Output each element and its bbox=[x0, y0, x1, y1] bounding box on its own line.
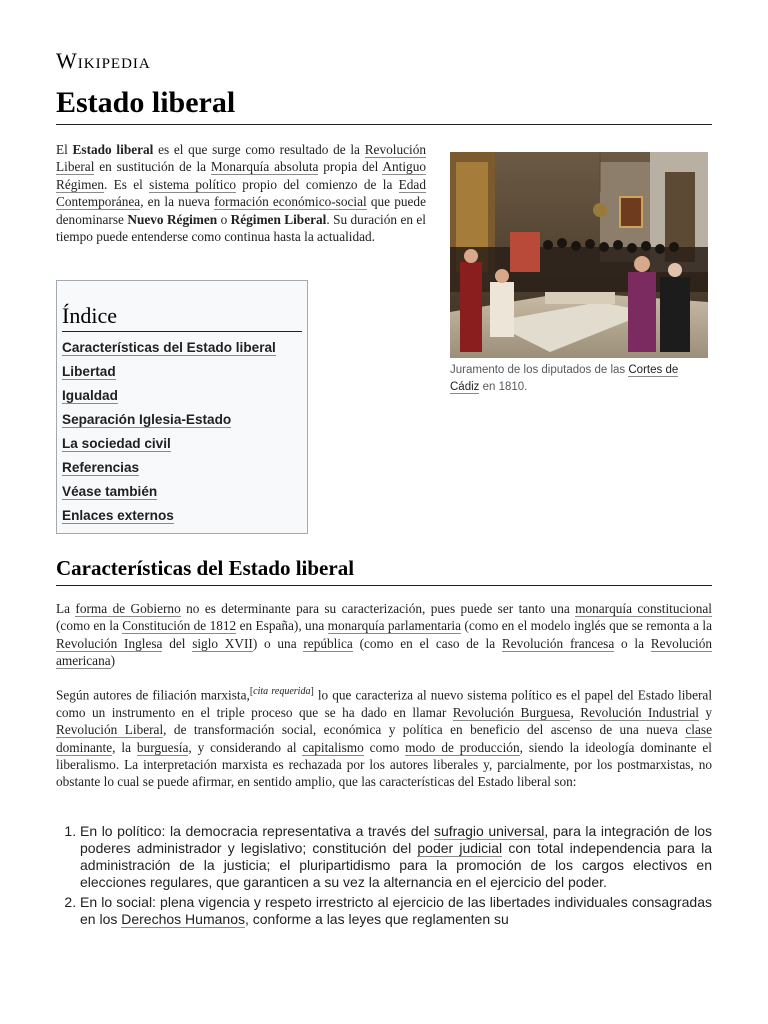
link-capitalismo[interactable]: capitalismo bbox=[302, 739, 364, 755]
painting-image[interactable] bbox=[450, 152, 708, 358]
toc-link-vease-tambien[interactable]: Véase también bbox=[62, 484, 158, 499]
link-sufragio-universal[interactable]: sufragio universal bbox=[433, 823, 545, 839]
toc-item bbox=[62, 384, 302, 408]
link-poder-judicial[interactable]: poder judicial bbox=[417, 840, 503, 856]
toc-item bbox=[62, 432, 302, 456]
citation-needed[interactable]: [cita requerida] bbox=[249, 686, 314, 697]
link-monarquia-absoluta[interactable]: Monarquía absoluta bbox=[210, 159, 319, 175]
toc-item bbox=[62, 480, 302, 504]
toc-list bbox=[62, 336, 302, 528]
wordmark-text: Wikipedia bbox=[56, 48, 151, 73]
toc-link-caracteristicas[interactable]: Características del Estado liberal bbox=[62, 340, 276, 355]
toc-item bbox=[62, 336, 302, 360]
toc-link-igualdad[interactable]: Igualdad bbox=[62, 388, 118, 403]
table-of-contents bbox=[56, 280, 308, 534]
toc-item bbox=[62, 360, 302, 384]
characteristics-list bbox=[56, 823, 712, 931]
bold-term: Régimen Liberal bbox=[230, 211, 327, 227]
toc-title: Índice bbox=[62, 303, 302, 332]
link-monarquia-constitucional[interactable]: monarquía constitucional bbox=[575, 601, 712, 616]
link-constitucion-1812[interactable]: Constitución de 1812 bbox=[122, 618, 237, 634]
section-heading: Características del Estado liberal bbox=[56, 556, 712, 586]
link-revolucion-francesa[interactable]: Revolución francesa bbox=[501, 635, 615, 651]
link-revolucion-americana[interactable]: Revolución americana bbox=[56, 635, 713, 669]
link-revolucion-industrial[interactable]: Revolución Industrial bbox=[580, 704, 699, 720]
link-antiguo-regimen[interactable]: Antiguo Régimen bbox=[56, 159, 427, 192]
list-item: 2. En lo social: plena vigencia y respeto irrestricto al ejercicio de las libertades individuales consagradas en los Derechos Humanos, conforme a las leyes que reglamenten su bbox=[80, 894, 712, 928]
bold-term: Estado liberal bbox=[72, 142, 154, 157]
link-derechos-humanos[interactable]: Derechos Humanos bbox=[121, 911, 245, 927]
link-modo-de-produccion[interactable]: modo de producción bbox=[405, 739, 520, 755]
lead-paragraph: El Estado liberal es el que surge como resultado de la Revolución Liberal en sustitución de la Monarquía absoluta propia del Antiguo Régimen. Es el sistema político propio del comienzo de la Edad Contemporánea, en la nueva formación económico-social que puede denominarse Nuevo Régimen o Régimen Liberal. Su duración en el tiempo puede entenderse como continua hasta la actualidad. bbox=[56, 142, 427, 245]
link-burguesia[interactable]: burguesía bbox=[136, 739, 189, 755]
link-sistema-politico[interactable]: sistema político bbox=[149, 176, 236, 192]
link-clase-dominante[interactable]: clase dominante bbox=[56, 722, 712, 755]
link-edad-contemporanea[interactable]: Edad Contemporánea bbox=[56, 176, 426, 210]
link-republica[interactable]: república bbox=[303, 635, 353, 651]
toc-item bbox=[62, 408, 302, 432]
toc-item bbox=[62, 456, 302, 480]
section-paragraph-1: La forma de Gobierno no es determinante para su caracterización, pues puede ser tanto una monarquía constitucional (como en la Constitución de 1812 en España), una monarquía parlamentaria (como en el modelo inglés que se remonta a la Revolución Inglesa del siglo XVII) o una república (como en el caso de la Revolución francesa o la Revolución americana) bbox=[56, 601, 713, 669]
link-revolucion-liberal[interactable]: Revolución Liberal bbox=[56, 142, 426, 175]
link-revolucion-burguesa[interactable]: Revolución Burguesa bbox=[452, 704, 571, 720]
toc-item bbox=[62, 504, 302, 528]
link-cortes-de-cadiz[interactable]: Cortes de Cádiz bbox=[450, 364, 679, 393]
link-revolucion-liberal[interactable]: Revolución Liberal bbox=[56, 722, 164, 738]
link-siglo-xvii[interactable]: siglo XVII bbox=[192, 635, 253, 651]
wikipedia-wordmark[interactable] bbox=[56, 48, 151, 74]
page-title: Estado liberal bbox=[56, 86, 712, 125]
toc-link-separacion[interactable]: Separación Iglesia-Estado bbox=[62, 412, 232, 427]
toc-link-libertad[interactable]: Libertad bbox=[62, 364, 116, 379]
link-revolucion-inglesa[interactable]: Revolución Inglesa bbox=[56, 635, 163, 651]
link-monarquia-parlamentaria[interactable]: monarquía parlamentaria bbox=[327, 618, 461, 634]
toc-link-enlaces-externos[interactable]: Enlaces externos bbox=[62, 508, 174, 523]
bold-term: Nuevo Régimen bbox=[127, 211, 218, 227]
figure-caption: Juramento de los diputados de las Cortes de Cádiz en 1810. bbox=[450, 364, 679, 393]
link-formacion-economico-social[interactable]: formación económico-social bbox=[214, 194, 367, 210]
list-item: 1. En lo político: la democracia representativa a través del sufragio universal, para la integración de los poderes administrador y legislativo; constitución del poder judicial con total independencia para la administración de la justicia; el pluripartidismo para la promoción de los cargos electivos en elecciones regulares, que garanticen a su vez la alternancia en el ejercicio del poder. bbox=[80, 823, 712, 891]
toc-link-sociedad-civil[interactable]: La sociedad civil bbox=[62, 436, 171, 451]
section-paragraph-2: Según autores de filiación marxista,[cita requerida] lo que caracteriza al nuevo sistema político es el papel del Estado liberal como un instrumento en el triple proceso que se ha dado en llamar Revolución Burguesa, Revolución Industrial y Revolución Liberal, de transformación social, económica y política en beneficio del ascenso de una nueva clase dominante, la burguesía, y considerando al capitalismo como modo de producción, siendo la ideología dominante el liberalismo. La interpretación marxista es rechazada por los autores liberales y, parcialmente, por los postmarxistas, no obstante lo cual se puede afirmar, en sentido amplio, que las características del Estado liberal son: bbox=[56, 686, 713, 790]
toc-link-referencias[interactable]: Referencias bbox=[62, 460, 140, 475]
thumbnail-figure bbox=[450, 152, 712, 396]
link-forma-de-gobierno[interactable]: forma de Gobierno bbox=[75, 601, 181, 616]
